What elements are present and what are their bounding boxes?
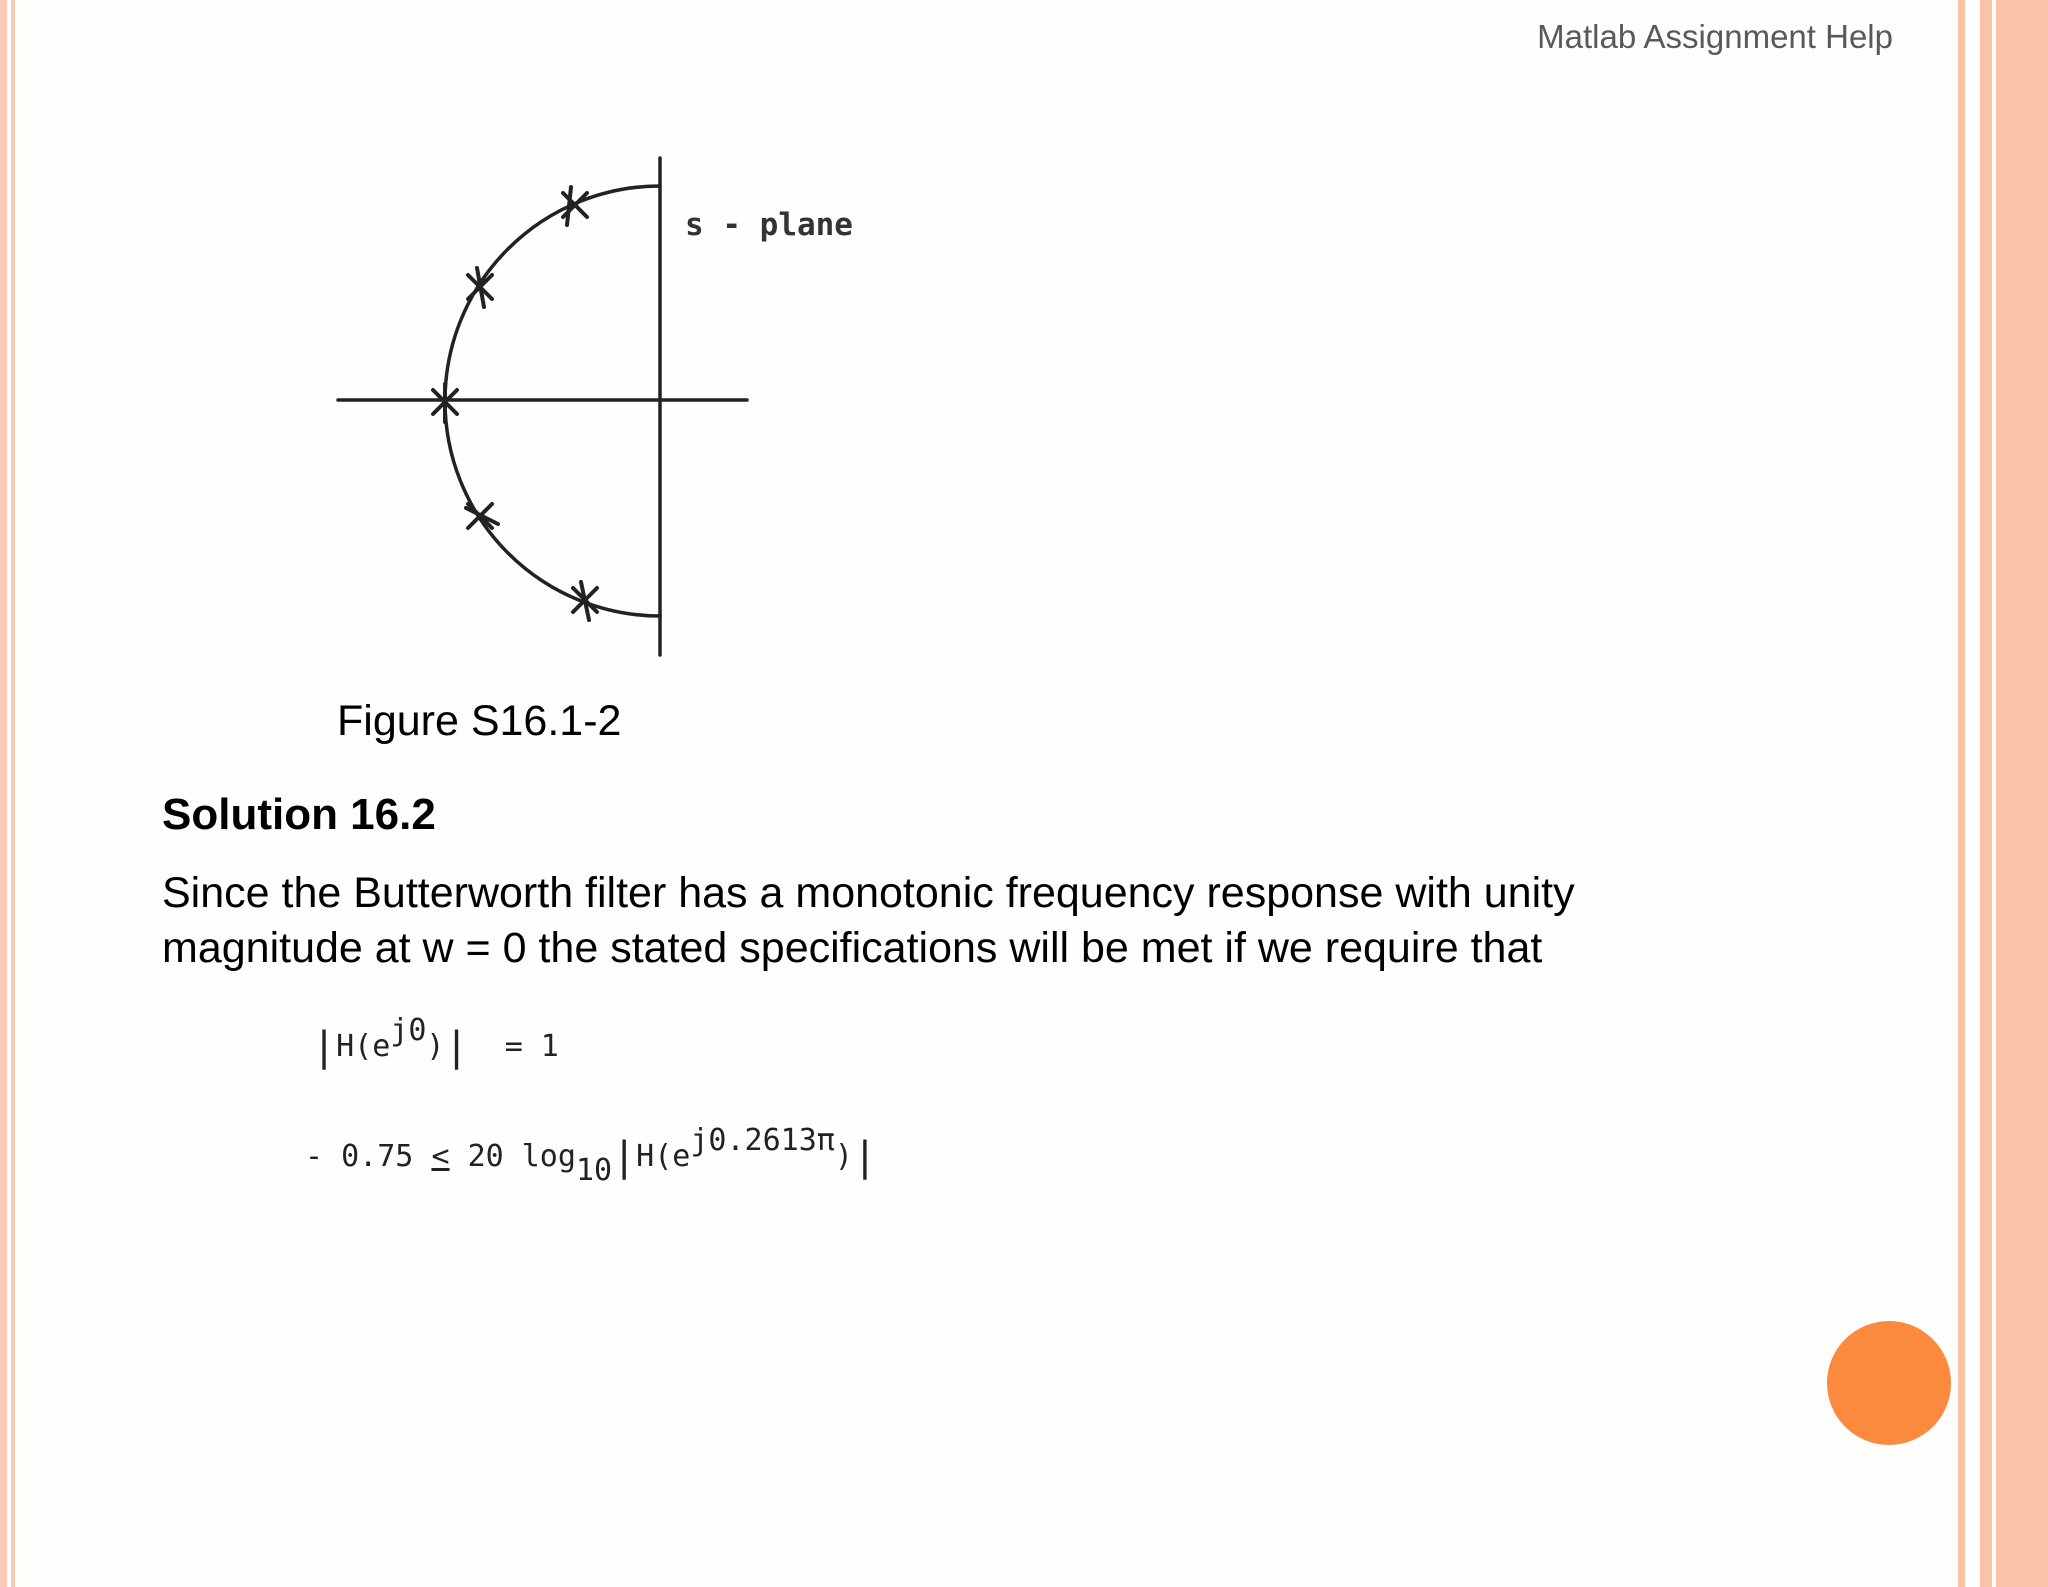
solution-paragraph: Since the Butterworth filter has a monotonic frequency response with unity magnitude at w = 0 the stated specifications will be met if we require that (162, 869, 1575, 972)
right-border-rule-2 (1980, 0, 1992, 1587)
abs-bar: | (444, 1024, 469, 1070)
left-border-rule-thin (11, 0, 15, 1587)
eq2-log: 20 log (467, 1139, 576, 1174)
eq2-exponent: j0.2613π (690, 1123, 835, 1158)
orange-accent-dot (1827, 1321, 1951, 1445)
s-plane-figure (320, 150, 900, 670)
eq2-log-base: 10 (575, 1153, 613, 1188)
figure-caption: Figure S16.1-2 (337, 697, 622, 745)
header-credit: Matlab Assignment Help (1537, 18, 1893, 55)
right-border-rule-3 (1996, 0, 2048, 1587)
s-plane-label: s - plane (685, 207, 853, 243)
eq1-exponent: j0 (390, 1013, 427, 1048)
equation-passband-spec (305, 1123, 877, 1188)
eq1-h: H(e (336, 1029, 391, 1064)
solution-heading: Solution 16.2 (162, 790, 436, 839)
pole-marker (433, 384, 457, 422)
eq1-close: ) (426, 1029, 445, 1064)
eq1-rhs: = 1 (504, 1029, 559, 1064)
abs-bar: | (852, 1134, 877, 1180)
abs-bar: | (312, 1024, 337, 1070)
eq2-close: ) (834, 1139, 853, 1174)
less-equal-sign: < (431, 1139, 450, 1174)
right-border-rule-1 (1958, 0, 1965, 1587)
abs-bar: | (612, 1134, 637, 1180)
left-border-rule (0, 0, 7, 1587)
equation-unity-gain (312, 1013, 559, 1070)
eq2-h: H(e (636, 1139, 691, 1174)
eq2-lhs: - 0.75 (305, 1139, 414, 1174)
